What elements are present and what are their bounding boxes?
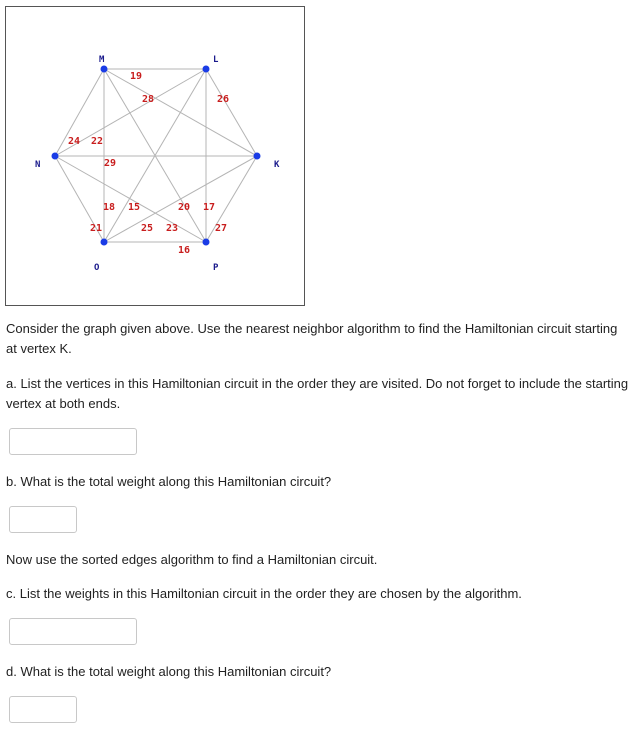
- edge-weight-label: 17: [203, 202, 216, 213]
- vertex-label-o: O: [94, 263, 100, 273]
- question-intro: Consider the graph given above. Use the nearest neighbor algorithm to find the Hamiltonian circuit starting at vertex K.: [6, 321, 618, 356]
- vertex-p: [203, 239, 210, 246]
- vertex-o: [101, 239, 108, 246]
- vertex-label-n: N: [35, 160, 41, 170]
- edge-l-k: [206, 69, 257, 156]
- edge-n-p: [55, 156, 206, 242]
- vertex-k: [254, 153, 261, 160]
- question-part-b: b. What is the total weight along this Hamiltonian circuit?: [6, 474, 332, 489]
- question-part-d: d. What is the total weight along this Hamiltonian circuit?: [6, 664, 332, 679]
- question-part-a: a. List the vertices in this Hamiltonian circuit in the order they are visited. Do not forget to include the starting vertex at both ends.: [6, 376, 629, 411]
- vertex-m: [101, 66, 108, 73]
- graph-canvas: [6, 7, 304, 305]
- edge-weight-label: 19: [130, 71, 143, 82]
- edge-weight-label: 21: [90, 223, 103, 234]
- edge-weight-label: 24: [68, 136, 81, 147]
- graph-figure: [5, 6, 305, 306]
- edge-weight-label: 29: [104, 158, 117, 169]
- edge-weight-label: 27: [215, 223, 228, 234]
- edge-weight-label: 20: [178, 202, 191, 213]
- edge-weight-label: 22: [91, 136, 104, 147]
- vertex-label-k: K: [274, 160, 280, 170]
- edge-o-k: [104, 156, 257, 242]
- vertex-l: [203, 66, 210, 73]
- edge-weight-label: 15: [128, 202, 141, 213]
- edge-weight-label: 26: [217, 94, 230, 105]
- question-part-c: c. List the weights in this Hamiltonian circuit in the order they are chosen by the algorithm.: [6, 586, 522, 601]
- edge-weight-label: 18: [103, 202, 116, 213]
- edge-weight-label: 25: [141, 223, 154, 234]
- answer-c-input[interactable]: [9, 618, 137, 645]
- edge-weight-label: 23: [166, 223, 179, 234]
- vertex-label-m: M: [99, 55, 105, 65]
- sorted-edges-intro: Now use the sorted edges algorithm to find a Hamiltonian circuit.: [6, 552, 378, 567]
- edge-k-p: [206, 156, 257, 242]
- vertex-label-l: L: [213, 55, 219, 65]
- answer-a-input[interactable]: [9, 428, 137, 455]
- vertex-label-p: P: [213, 263, 219, 273]
- edge-weight-label: 16: [178, 245, 191, 256]
- answer-d-input[interactable]: [9, 696, 77, 723]
- vertex-n: [52, 153, 59, 160]
- answer-b-input[interactable]: [9, 506, 77, 533]
- edge-weight-label: 28: [142, 94, 155, 105]
